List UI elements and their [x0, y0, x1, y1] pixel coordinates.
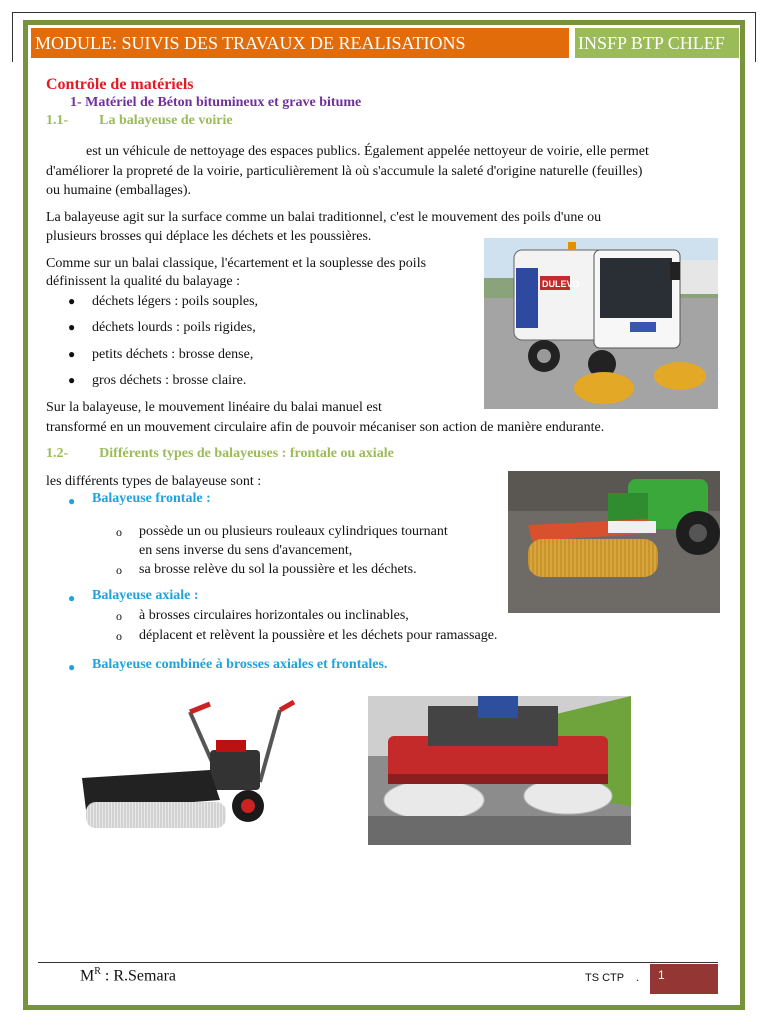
author-superscript: R: [94, 966, 101, 977]
frontale-item: possède un ou plusieurs rouleaux cylindriques tournant: [139, 524, 448, 539]
para2-line2: plusieurs brosses qui déplace les déchets et les poussières.: [46, 229, 372, 244]
bullet-dot: ●: [68, 660, 76, 674]
section-heading-1: 1- Matériel de Béton bitumineux et grave bitume: [70, 95, 362, 110]
subsection-label: La balayeuse de voirie: [99, 113, 233, 128]
bullet-item: petits déchets : brosse dense,: [92, 347, 254, 362]
axiale-title: Balayeuse axiale :: [92, 588, 199, 603]
frontale-item: en sens inverse du sens d'avancement,: [139, 543, 353, 558]
frontale-title: Balayeuse frontale :: [92, 491, 211, 506]
bullet-item: gros déchets : brosse claire.: [92, 373, 247, 388]
subsection-heading-1-1: [46, 113, 233, 129]
bullet-dot: ●: [68, 294, 76, 308]
bullet-dot: ●: [68, 494, 76, 508]
para4-line1: Sur la balayeuse, le mouvement linéaire du balai manuel est: [46, 400, 382, 415]
bullet-dot: ●: [68, 320, 76, 334]
bullet-item: déchets légers : poils souples,: [92, 294, 259, 309]
bullet-dot: ●: [68, 373, 76, 387]
author-prefix: M: [80, 967, 95, 985]
para1-line3: ou humaine (emballages).: [46, 183, 192, 198]
para1-line1: est un véhicule de nettoyage des espaces publics. Également appelée nettoyeur de voirie, elle permet: [86, 144, 649, 159]
subsection-number: 1.1-: [46, 113, 69, 128]
bullet-dot: ●: [68, 591, 76, 605]
para3-line1: Comme sur un balai classique, l'écartement et la souplesse des poils: [46, 256, 427, 271]
axiale-item: déplacent et relèvent la poussière et les déchets pour ramassage.: [139, 628, 498, 643]
subsection-heading-1-2: [46, 446, 394, 462]
institute-header: INSFP BTP CHLEF: [575, 28, 739, 58]
module-header: MODULE: SUIVIS DES TRAVAUX DE REALISATIONS: [31, 28, 569, 58]
axiale-item: à brosses circulaires horizontales ou inclinables,: [139, 608, 409, 623]
author-name: : R.Semara: [100, 967, 176, 985]
para1-line2: d'améliorer la propreté de la voirie, particulièrement là où s'accumule la saleté d'origine naturelle (feuilles): [46, 164, 643, 179]
vehicle-brand-text: DULEVO: [542, 279, 580, 289]
combinee-title: Balayeuse combinée à brosses axiales et frontales.: [92, 657, 388, 672]
subsection-label: Différents types de balayeuses : frontale ou axiale: [99, 446, 394, 461]
page-title: Contrôle de matériels: [46, 76, 194, 93]
para2-line1: La balayeuse agit sur la surface comme un balai traditionnel, c'est le mouvement des poils d'une ou: [46, 210, 602, 225]
axial-brushes-photo: [368, 696, 631, 845]
footer-divider: [38, 962, 718, 963]
walk-behind-sweeper-photo: [70, 690, 302, 842]
author: [80, 966, 176, 985]
types-intro: les différents types de balayeuse sont :: [46, 474, 262, 489]
street-sweeper-photo: [484, 238, 718, 409]
frontal-sweeper-photo: [508, 471, 720, 613]
course-code: TS CTP: [585, 972, 625, 984]
sub-bullet: o: [116, 563, 122, 577]
frontale-item: sa brosse relève du sol la poussière et les déchets.: [139, 562, 417, 577]
para3-line2: définissent la qualité du balayage :: [46, 274, 240, 289]
bullet-item: déchets lourds : poils rigides,: [92, 320, 256, 335]
subsection-number: 1.2-: [46, 446, 69, 461]
bullet-dot: ●: [68, 347, 76, 361]
sub-bullet: o: [116, 629, 122, 643]
sub-bullet: o: [116, 525, 122, 539]
para4-line2: transformé en un mouvement circulaire afin de pouvoir mécaniser son action de manière endurante.: [46, 420, 605, 435]
footer-dot: .: [636, 970, 639, 984]
page-number: 1: [650, 964, 718, 994]
sub-bullet: o: [116, 609, 122, 623]
